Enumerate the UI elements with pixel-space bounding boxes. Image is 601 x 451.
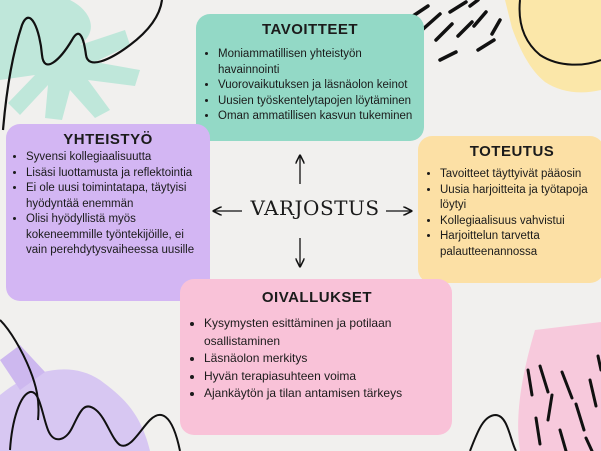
list-item: • Uusien työskentelytapojen löytäminen	[218, 94, 416, 110]
list-item: • Lisäsi luottamusta ja reflektointia	[26, 166, 204, 182]
list-item: • Harjoittelun tarvetta palautteenannossa	[440, 229, 598, 260]
list-item: • Uusia harjoitteita ja työtapoja löytyi	[440, 183, 598, 214]
yhteistyo-card	[6, 124, 210, 301]
list-item: • Läsnäolon merkitys	[204, 350, 444, 368]
card-title: OIVALLUKSET	[261, 289, 373, 306]
list-item: • Ajankäytön ja tilan antamisen tärkeys	[204, 385, 444, 403]
list-item: • Tavoitteet täyttyivät pääosin	[440, 167, 598, 183]
list-item: • Ei ole uusi toimintatapa, täytyisi hyödyntää enemmän	[26, 181, 204, 212]
card-title: TOTEUTUS	[469, 143, 555, 160]
bullet-list	[204, 47, 416, 125]
list-item: • Kollegiaalisuus vahvistui	[440, 214, 598, 230]
tavoitteet-card	[196, 14, 424, 141]
bullet-list	[12, 150, 204, 259]
list-item: • Hyvän terapiasuhteen voima	[204, 368, 444, 386]
card-title: YHTEISTYÖ	[63, 131, 153, 148]
list-item: • Olisi hyödyllistä myös kokeneemmille työntekijöille, ei vain perehdytysvaiheessa uusille	[26, 212, 204, 259]
list-item: • Syvensi kollegiaalisuutta	[26, 150, 204, 166]
list-item: • Vuorovaikutuksen ja läsnäolon keinot	[218, 78, 416, 94]
bullet-list	[426, 167, 598, 260]
list-item: • Moniammatillisen yhteistyön havainnointi	[218, 47, 416, 78]
list-item: • Kysymysten esittäminen ja potilaan osallistaminen	[204, 315, 444, 350]
list-item: • Oman ammatillisen kasvun tukeminen	[218, 109, 416, 125]
center-title: VARJOSTUS	[250, 196, 380, 220]
oivallukset-card	[180, 279, 452, 435]
toteutus-card	[418, 136, 601, 283]
bullet-list	[190, 315, 444, 403]
card-title: TAVOITTEET	[261, 21, 359, 38]
